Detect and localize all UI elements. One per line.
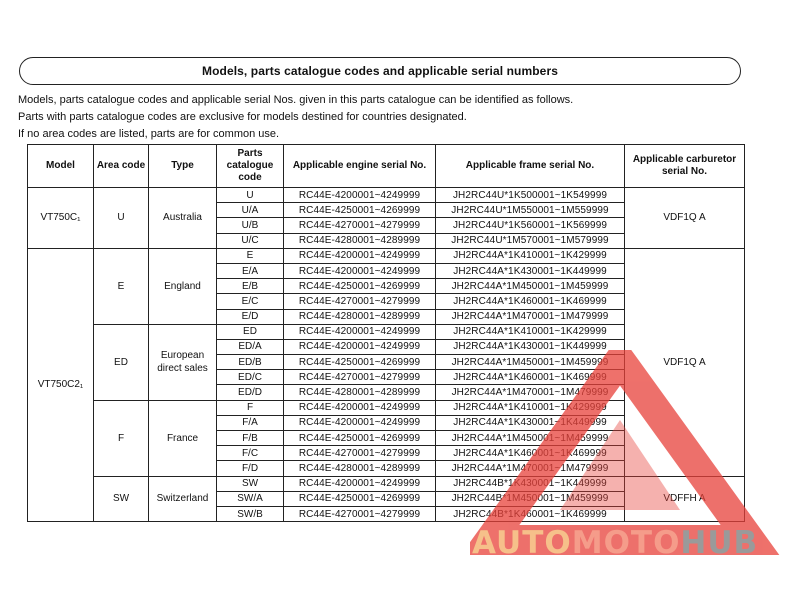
frame-serial-cell: JH2RC44A*1M450001~1M459999: [436, 355, 625, 370]
table-row: [28, 248, 745, 263]
frame-serial-cell: JH2RC44A*1M470001~1M479999: [436, 461, 625, 476]
frame-serial-cell: JH2RC44A*1K410001~1K429999: [436, 324, 625, 339]
area-code-cell: ED: [94, 324, 149, 400]
engine-serial-cell: RC44E-4200001~4249999: [284, 400, 436, 415]
type-cell: European direct sales: [149, 324, 217, 400]
frame-serial-cell: JH2RC44A*1M470001~1M479999: [436, 309, 625, 324]
type-cell: Switzerland: [149, 476, 217, 522]
parts-code-cell: ED/D: [217, 385, 284, 400]
engine-serial-cell: RC44E-4250001~4269999: [284, 355, 436, 370]
watermark-auto: AUTO: [472, 525, 572, 561]
frame-serial-cell: JH2RC44A*1K430001~1K449999: [436, 339, 625, 354]
engine-serial-cell: RC44E-4200001~4249999: [284, 339, 436, 354]
header-engine-serial: Applicable engine serial No.: [284, 145, 436, 188]
frame-serial-cell: JH2RC44B*1K430001~1K449999: [436, 476, 625, 491]
frame-serial-cell: JH2RC44A*1K460001~1K469999: [436, 294, 625, 309]
intro-line: If no area codes are listed, parts are for common use.: [18, 128, 280, 140]
type-cell: England: [149, 248, 217, 324]
serial-number-table: [27, 144, 745, 522]
area-code-cell: U: [94, 188, 149, 249]
engine-serial-cell: RC44E-4250001~4269999: [284, 431, 436, 446]
frame-serial-cell: JH2RC44A*1K460001~1K469999: [436, 370, 625, 385]
frame-serial-cell: JH2RC44A*1M450001~1M459999: [436, 431, 625, 446]
intro-line: Parts with parts catalogue codes are exclusive for models destined for countries designated.: [18, 111, 467, 123]
engine-serial-cell: RC44E-4280001~4289999: [284, 233, 436, 248]
watermark-text: [472, 525, 758, 561]
frame-serial-cell: JH2RC44U*1K560001~1K569999: [436, 218, 625, 233]
page-title: Models, parts catalogue codes and applicable serial numbers: [201, 64, 558, 78]
watermark-moto: MOTO: [571, 525, 681, 561]
watermark-hub: HUB: [680, 525, 759, 561]
frame-serial-cell: JH2RC44A*1K460001~1K469999: [436, 446, 625, 461]
engine-serial-cell: RC44E-4270001~4279999: [284, 294, 436, 309]
page-title-box: [19, 57, 741, 85]
engine-serial-cell: RC44E-4270001~4279999: [284, 218, 436, 233]
header-carb-serial: Applicable carburetor serial No.: [625, 145, 745, 188]
engine-serial-cell: RC44E-4200001~4249999: [284, 476, 436, 491]
frame-serial-cell: JH2RC44A*1K410001~1K429999: [436, 248, 625, 263]
engine-serial-cell: RC44E-4200001~4249999: [284, 248, 436, 263]
parts-code-cell: ED/B: [217, 355, 284, 370]
engine-serial-cell: RC44E-4270001~4279999: [284, 506, 436, 521]
engine-serial-cell: RC44E-4280001~4289999: [284, 385, 436, 400]
parts-code-cell: E/A: [217, 263, 284, 278]
intro-line: Models, parts catalogue codes and applicable serial Nos. given in this parts catalogue can be identified as follows.: [18, 94, 574, 106]
parts-code-cell: F/C: [217, 446, 284, 461]
engine-serial-cell: RC44E-4280001~4289999: [284, 461, 436, 476]
header-area-code: Area code: [94, 145, 149, 188]
carb-serial-cell: VDFFH A: [625, 476, 745, 522]
engine-serial-cell: RC44E-4250001~4269999: [284, 203, 436, 218]
intro-text: [18, 92, 758, 143]
model-cell: VT750C₁: [28, 188, 94, 249]
parts-code-cell: ED/A: [217, 339, 284, 354]
parts-code-cell: U: [217, 188, 284, 203]
frame-serial-cell: JH2RC44A*1M450001~1M459999: [436, 279, 625, 294]
engine-serial-cell: RC44E-4200001~4249999: [284, 263, 436, 278]
header-parts-code: Parts catalogue code: [217, 145, 284, 188]
carb-serial-cell: VDF1Q A: [625, 248, 745, 476]
parts-code-cell: F/B: [217, 431, 284, 446]
engine-serial-cell: RC44E-4250001~4269999: [284, 279, 436, 294]
parts-code-cell: F/A: [217, 415, 284, 430]
table-row: [28, 188, 745, 203]
engine-serial-cell: RC44E-4280001~4289999: [284, 309, 436, 324]
engine-serial-cell: RC44E-4270001~4279999: [284, 370, 436, 385]
area-code-cell: F: [94, 400, 149, 476]
engine-serial-cell: RC44E-4250001~4269999: [284, 491, 436, 506]
table-row: [28, 476, 745, 491]
frame-serial-cell: JH2RC44A*1K410001~1K429999: [436, 400, 625, 415]
parts-code-cell: E/B: [217, 279, 284, 294]
parts-code-cell: F/D: [217, 461, 284, 476]
parts-code-cell: U/A: [217, 203, 284, 218]
engine-serial-cell: RC44E-4200001~4249999: [284, 188, 436, 203]
parts-code-cell: E: [217, 248, 284, 263]
frame-serial-cell: JH2RC44A*1M470001~1M479999: [436, 385, 625, 400]
parts-code-cell: F: [217, 400, 284, 415]
parts-code-cell: SW/A: [217, 491, 284, 506]
parts-code-cell: U/B: [217, 218, 284, 233]
type-cell: France: [149, 400, 217, 476]
model-cell: VT750C2₁: [28, 248, 94, 521]
type-cell: Australia: [149, 188, 217, 249]
frame-serial-cell: JH2RC44B*1K460001~1K469999: [436, 506, 625, 521]
parts-code-cell: E/D: [217, 309, 284, 324]
carb-serial-cell: VDF1Q A: [625, 188, 745, 249]
engine-serial-cell: RC44E-4200001~4249999: [284, 324, 436, 339]
header-type: Type: [149, 145, 217, 188]
parts-code-cell: SW/B: [217, 506, 284, 521]
header-model: Model: [28, 145, 94, 188]
frame-serial-cell: JH2RC44U*1M550001~1M559999: [436, 203, 625, 218]
parts-code-cell: ED: [217, 324, 284, 339]
frame-serial-cell: JH2RC44A*1K430001~1K449999: [436, 263, 625, 278]
table-header-row: [28, 145, 745, 188]
frame-serial-cell: JH2RC44U*1K500001~1K549999: [436, 188, 625, 203]
engine-serial-cell: RC44E-4270001~4279999: [284, 446, 436, 461]
parts-code-cell: SW: [217, 476, 284, 491]
frame-serial-cell: JH2RC44A*1K430001~1K449999: [436, 415, 625, 430]
parts-code-cell: E/C: [217, 294, 284, 309]
parts-code-cell: ED/C: [217, 370, 284, 385]
parts-code-cell: U/C: [217, 233, 284, 248]
area-code-cell: E: [94, 248, 149, 324]
engine-serial-cell: RC44E-4200001~4249999: [284, 415, 436, 430]
frame-serial-cell: JH2RC44B*1M450001~1M459999: [436, 491, 625, 506]
header-frame-serial: Applicable frame serial No.: [436, 145, 625, 188]
area-code-cell: SW: [94, 476, 149, 522]
frame-serial-cell: JH2RC44U*1M570001~1M579999: [436, 233, 625, 248]
